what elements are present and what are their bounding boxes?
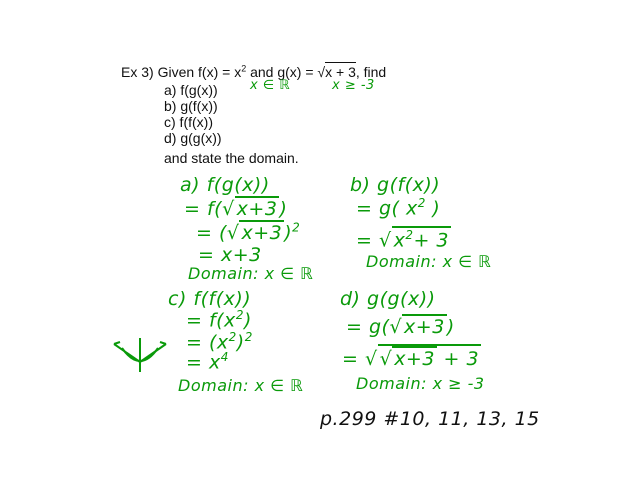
problem-suffix: , find bbox=[355, 64, 387, 80]
homework-note: p.299 #10, 11, 13, 15 bbox=[320, 408, 540, 430]
sol-a-step2-rad: x+3 bbox=[241, 222, 283, 244]
sol-a-step2-post: ) bbox=[284, 222, 293, 244]
sol-c-step1-post: ) bbox=[243, 309, 252, 332]
radical-sign: √ bbox=[317, 64, 326, 80]
sol-b-step2-rad-b: + 3 bbox=[413, 229, 450, 252]
sol-d-step2-rad-inner: x+3 bbox=[394, 348, 435, 370]
sol-c-step1-pre: = f(x bbox=[186, 309, 236, 332]
sol-b-step1-pre: = g( x bbox=[356, 197, 418, 220]
sol-b-heading: b) g(f(x)) bbox=[350, 174, 441, 196]
sol-c-step3-pre: = x bbox=[186, 351, 221, 374]
sol-d-step1-post: ) bbox=[446, 316, 455, 338]
sol-a-step1-pre: = f( bbox=[184, 198, 223, 220]
sol-d-step2-pre: = bbox=[342, 348, 365, 370]
sol-b-step1-post: ) bbox=[425, 197, 441, 220]
sol-d-step2: = √ √ x+3 + 3 bbox=[342, 344, 481, 370]
sol-d-step2-post: + 3 bbox=[436, 348, 480, 370]
sol-a-step2-exp: 2 bbox=[292, 220, 301, 235]
radicand: x + 3 bbox=[325, 64, 356, 80]
sol-c-step2-exp: 2 bbox=[244, 330, 253, 344]
sol-c-heading: c) f(f(x)) bbox=[168, 288, 252, 310]
f-domain-note: x ∈ ℝ bbox=[250, 78, 291, 93]
part-d: d) g(g(x)) bbox=[164, 130, 222, 146]
sol-d-step1: = g(√ x+3 ) bbox=[346, 316, 455, 338]
sol-b-step2-rad bbox=[392, 226, 451, 251]
sol-c-step1 bbox=[186, 308, 252, 331]
sol-a-step1-post: ) bbox=[279, 198, 288, 220]
sol-b-step2-exp: 2 bbox=[405, 228, 414, 242]
sol-c-step2-exp-in: 2 bbox=[228, 330, 237, 344]
sol-a-step2-pre: = ( bbox=[196, 222, 227, 244]
sol-c-step3-exp: 4 bbox=[220, 350, 229, 364]
sol-d-step1-pre: = g( bbox=[346, 316, 390, 338]
sol-b-step2-pre: = bbox=[356, 229, 379, 252]
sol-c-step2-post: ) bbox=[236, 331, 245, 354]
sol-c-step2-pre: = (x bbox=[186, 331, 229, 354]
sol-c-domain: Domain: x ∈ ℝ bbox=[178, 376, 304, 395]
part-a: a) f(g(x)) bbox=[164, 82, 218, 98]
sol-a-step2: = (√ x+3 )$^2$ bbox=[196, 220, 301, 244]
parabola-sketch bbox=[112, 330, 168, 374]
instruction: and state the domain. bbox=[164, 150, 299, 166]
sol-a-domain: Domain: x ∈ ℝ bbox=[188, 264, 314, 283]
sol-d-heading: d) g(g(x)) bbox=[340, 288, 436, 310]
sol-c-step1-exp: 2 bbox=[235, 308, 244, 322]
sol-b-step1-exp: 2 bbox=[417, 196, 426, 210]
part-b: b) g(f(x)) bbox=[164, 98, 218, 114]
sol-c-step3 bbox=[186, 350, 229, 373]
sol-d-domain: Domain: x ≥ -3 bbox=[356, 374, 485, 393]
sol-b-domain: Domain: x ∈ ℝ bbox=[366, 252, 492, 271]
sol-b-step1 bbox=[356, 196, 440, 219]
problem-prefix: Ex 3) Given f(x) = x bbox=[121, 64, 242, 80]
sol-a-step1-rad: x+3 bbox=[236, 198, 278, 220]
sol-a-heading: a) f(g(x)) bbox=[180, 174, 270, 196]
part-c: c) f(f(x)) bbox=[164, 114, 213, 130]
sol-a-step3: = x+3 bbox=[198, 244, 262, 266]
sol-d-step2-rad: √ x+3 + 3 bbox=[378, 344, 481, 370]
sol-d-step1-rad: x+3 bbox=[404, 316, 445, 338]
g-domain-note: x ≥ -3 bbox=[332, 78, 375, 93]
sol-b-step2: = √ $x^2+ 3$ bbox=[356, 228, 450, 252]
sol-b-step2-rad-a: x bbox=[393, 229, 406, 252]
sol-a-step1: = f(√ x+3 ) bbox=[184, 198, 288, 220]
problem-exponent: 2 bbox=[241, 63, 247, 74]
problem-and: and g(x) = bbox=[246, 64, 318, 80]
